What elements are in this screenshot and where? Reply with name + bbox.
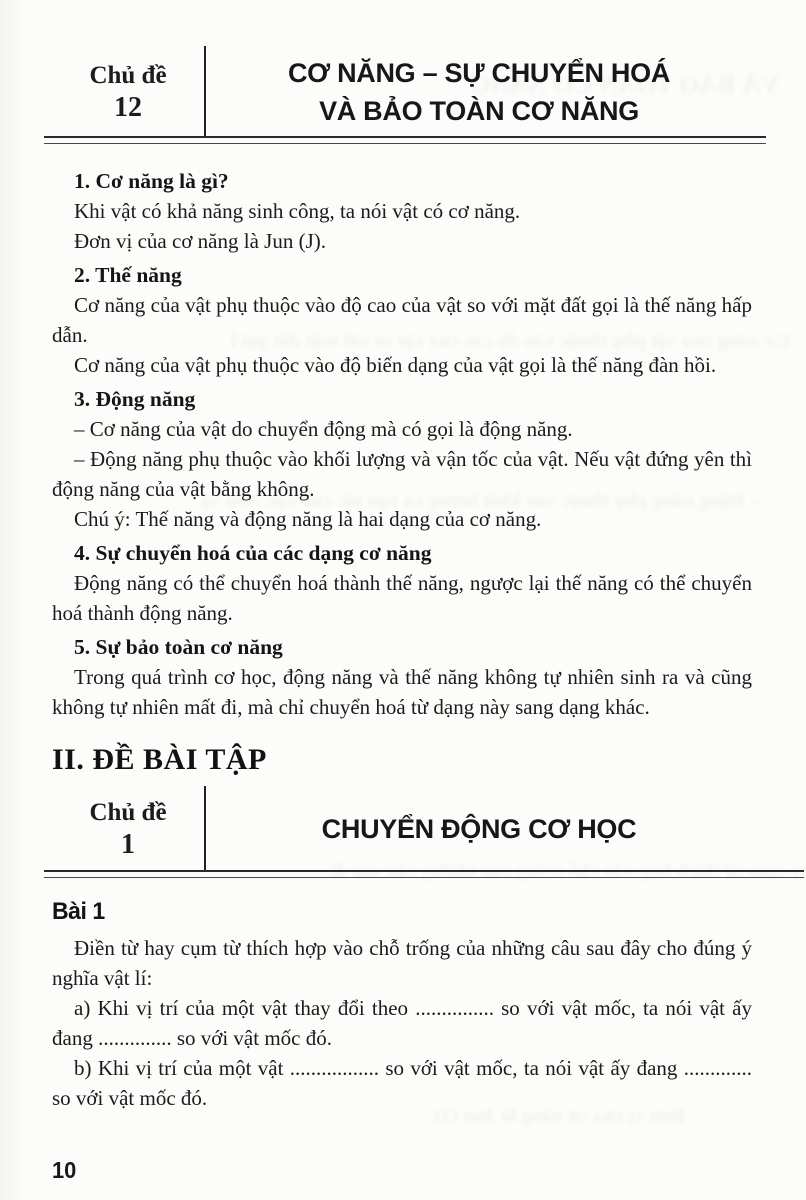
exercise-item-a: a) Khi vị trí của một vật thay đổi theo ............... so với vật mốc, ta nói vật ấy đang .............. so với vật mốc đó. bbox=[52, 996, 752, 1050]
section-heading-1: 1. Cơ năng là gì? bbox=[74, 169, 229, 193]
exercise-heading: Bài 1 bbox=[52, 898, 105, 925]
paragraph: Trong quá trình cơ học, động năng và thế năng không tự nhiên sinh ra và cũng không tự nhiên mất đi, mà chỉ chuyển hoá từ dạng này sang dạng khác. bbox=[52, 665, 752, 719]
topic-label: Chủ đề bbox=[89, 61, 167, 89]
exercise-item-b: b) Khi vị trí của một vật ................. so với vật mốc, ta nói vật ấy đang ............. so với vật mốc đó. bbox=[52, 1056, 752, 1110]
topic-number-cell bbox=[52, 786, 206, 872]
topic-number: 1 bbox=[121, 828, 135, 860]
topic-number-cell bbox=[52, 46, 206, 138]
paragraph: Cơ năng của vật phụ thuộc vào độ cao của vật so với mặt đất gọi là thế năng hấp dẫn. bbox=[52, 293, 752, 347]
part-heading: II. ĐỀ BÀI TẬP bbox=[52, 743, 267, 776]
section-heading-2: 2. Thế năng bbox=[74, 263, 182, 287]
exercise-intro: Điền từ hay cụm từ thích hợp vào chỗ trống của những câu sau đây cho đúng ý nghĩa vật lí: bbox=[52, 936, 752, 990]
topic-title-line-1: CHUYỂN ĐỘNG CƠ HỌC bbox=[321, 814, 637, 844]
topic-number: 12 bbox=[114, 91, 142, 123]
topic-title-line-1: CƠ NĂNG – SỰ CHUYỂN HOÁ bbox=[287, 58, 671, 88]
paragraph: Cơ năng của vật phụ thuộc vào độ biến dạng của vật gọi là thế năng đàn hồi. bbox=[74, 353, 717, 377]
topic-header-box-1 bbox=[52, 786, 752, 878]
topic-header-box-12 bbox=[52, 46, 752, 144]
page-number: 10 bbox=[52, 1157, 77, 1183]
scan-edge-shadow bbox=[0, 0, 26, 1200]
paragraph: Đơn vị của cơ năng là Jun (J). bbox=[74, 229, 326, 253]
header-bottom-rule bbox=[44, 870, 804, 878]
paragraph: Khi vật có khả năng sinh công, ta nói vật có cơ năng. bbox=[74, 199, 521, 223]
topic-title bbox=[206, 786, 752, 872]
section-heading-5: 5. Sự bảo toàn cơ năng bbox=[74, 635, 283, 659]
paragraph: Động năng có thể chuyển hoá thành thế năng, ngược lại thế năng có thể chuyển hoá thành động năng. bbox=[52, 571, 752, 625]
paragraph: – Động năng phụ thuộc vào khối lượng và vận tốc của vật. Nếu vật đứng yên thì động năng của vật bằng không. bbox=[52, 447, 752, 501]
paragraph: – Cơ năng của vật do chuyển động mà có gọi là động năng. bbox=[74, 417, 573, 441]
section-heading-4: 4. Sự chuyển hoá của các dạng cơ năng bbox=[74, 541, 432, 565]
topic-title bbox=[206, 46, 752, 138]
topic-title-line-2: VÀ BẢO TOÀN CƠ NĂNG bbox=[319, 96, 639, 126]
section-heading-3: 3. Động năng bbox=[74, 387, 196, 411]
header-bottom-rule bbox=[44, 136, 766, 144]
page-content bbox=[52, 46, 752, 1113]
topic-label: Chủ đề bbox=[89, 798, 167, 826]
paragraph: Chú ý: Thế năng và động năng là hai dạng của cơ năng. bbox=[74, 507, 542, 531]
